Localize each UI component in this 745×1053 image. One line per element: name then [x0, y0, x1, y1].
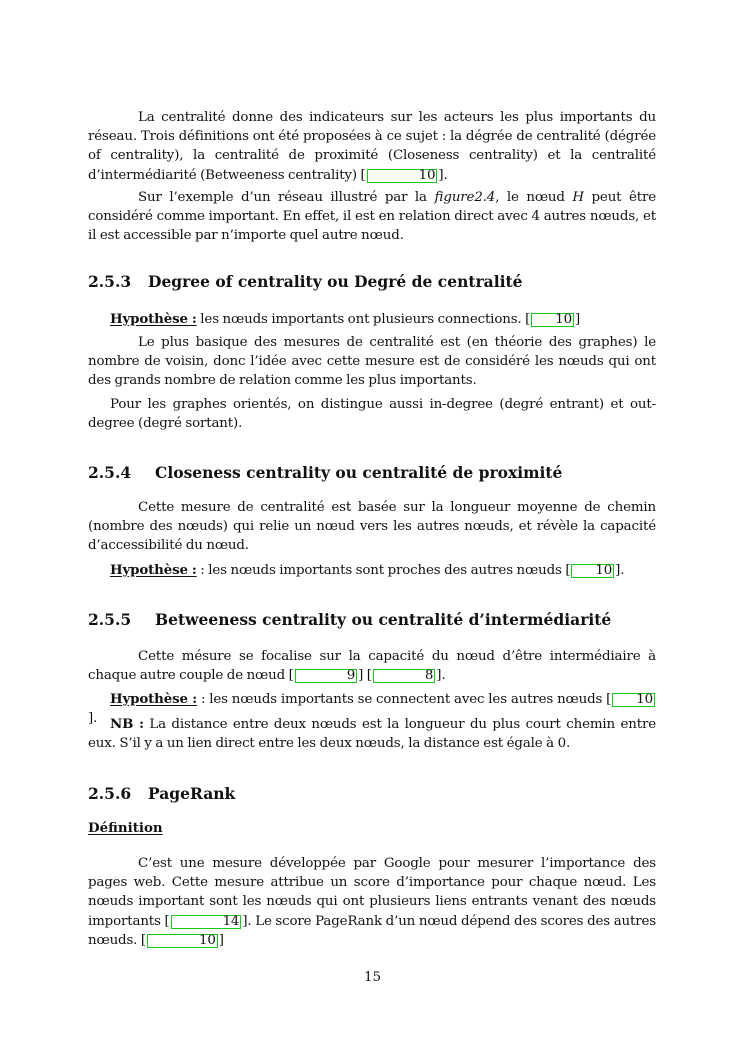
section-number: 2.5.6: [88, 784, 132, 803]
section-number: 2.5.3: [88, 272, 132, 291]
section-number: 2.5.4: [88, 463, 132, 482]
citation-link[interactable]: 9: [295, 669, 357, 683]
hypothesis-line: Hypothèse : : les nœuds importants sont proches des autres nœuds [ 10 ].: [110, 562, 625, 578]
intro-paragraph: La centralité donne des indicateurs sur les acteurs les plus importants du réseau. Trois définitions ont été proposées à ce sujet : la dégrée de centralité (dégrée of centrality), la centralité de proximité (Closeness centrality) et la centralité d’intermédiarité (Betweeness centrality) [ 10 ].: [88, 110, 656, 183]
body-paragraph: C’est une mesure développée par Google pour mesurer l’importance des pages web. Cette mesure attribue un score d’importance pour chaque nœud. Les nœuds important sont les nœuds qui ont plusieurs liens entrants venant des nœuds importants [ 14 ]. Le score PageRank d’un nœud dépend des scores des autres nœuds. [ 10 ]: [88, 856, 657, 948]
section-heading-2-5-5: [88, 610, 611, 630]
body-paragraph: Le plus basique des mesures de centralité est (en théorie des graphes) le nombre de voisin, donc l’idée avec cette mesure est de considéré les nœuds qui ont des grands nombre de relation comme les plus importants.: [88, 335, 656, 389]
body-paragraph: Cette mesure de centralité est basée sur la longueur moyenne de chemin (nombre des nœuds) qui relie un nœud vers les autres nœuds, et révèle la capacité d’accessibilité du nœud.: [88, 500, 656, 554]
hypothesis-label: Hypothèse :: [110, 691, 198, 707]
figure-reference-paragraph: Sur l’exemple d’un réseau illustré par la figure2.4, le nœud H peut être considéré comme important. En effet, il est en relation direct avec 4 autres nœuds, et il est accessible par n’importe quel autre nœud.: [88, 190, 657, 244]
body-paragraph: Cette mésure se focalise sur la capacité du nœud d’être intermédiaire à chaque autre couple de nœud [ 9 ] [ 8 ].: [88, 649, 656, 684]
figure-reference: figure2.4: [434, 190, 496, 205]
section-number: 2.5.5: [88, 610, 132, 629]
definition-heading: Définition: [88, 820, 163, 836]
node-symbol: H: [572, 190, 584, 205]
note-paragraph: NB : La distance entre deux nœuds est la longueur du plus court chemin entre eux. S’il y a un lien direct entre les deux nœuds, la distance est égale à 0.: [88, 716, 656, 752]
citation-link[interactable]: 8: [373, 669, 435, 683]
citation-link[interactable]: 10: [367, 169, 438, 183]
hypothesis-line: Hypothèse : : les nœuds importants se connectent avec les autres nœuds [ 10].: [88, 691, 654, 727]
page-number: 15: [363, 970, 382, 985]
body-paragraph: Pour les graphes orientés, on distingue aussi in-degree (degré entrant) et out-degree (degré sortant).: [88, 397, 656, 432]
hypothesis-label: Hypothèse :: [110, 311, 197, 327]
section-title: Betweeness centrality ou centralité d’intermédiarité: [155, 610, 612, 629]
citation-link[interactable]: 10: [612, 693, 655, 707]
citation-link[interactable]: 10: [531, 313, 574, 327]
citation-link[interactable]: 14: [171, 915, 242, 929]
hypothesis-line: Hypothèse : les nœuds importants ont plusieurs connections. [ 10 ]: [110, 311, 581, 327]
citation-link[interactable]: 10: [571, 564, 614, 578]
hypothesis-label: Hypothèse :: [110, 562, 197, 578]
section-title: Closeness centrality ou centralité de proximité: [155, 463, 563, 482]
section-heading-2-5-3: [88, 272, 523, 292]
section-title: PageRank: [148, 784, 236, 803]
note-label: NB :: [110, 716, 144, 732]
section-heading-2-5-6: [88, 784, 235, 804]
section-title: Degree of centrality ou Degré de centralité: [148, 272, 523, 291]
section-heading-2-5-4: [88, 463, 562, 483]
citation-link[interactable]: 10: [147, 934, 218, 948]
